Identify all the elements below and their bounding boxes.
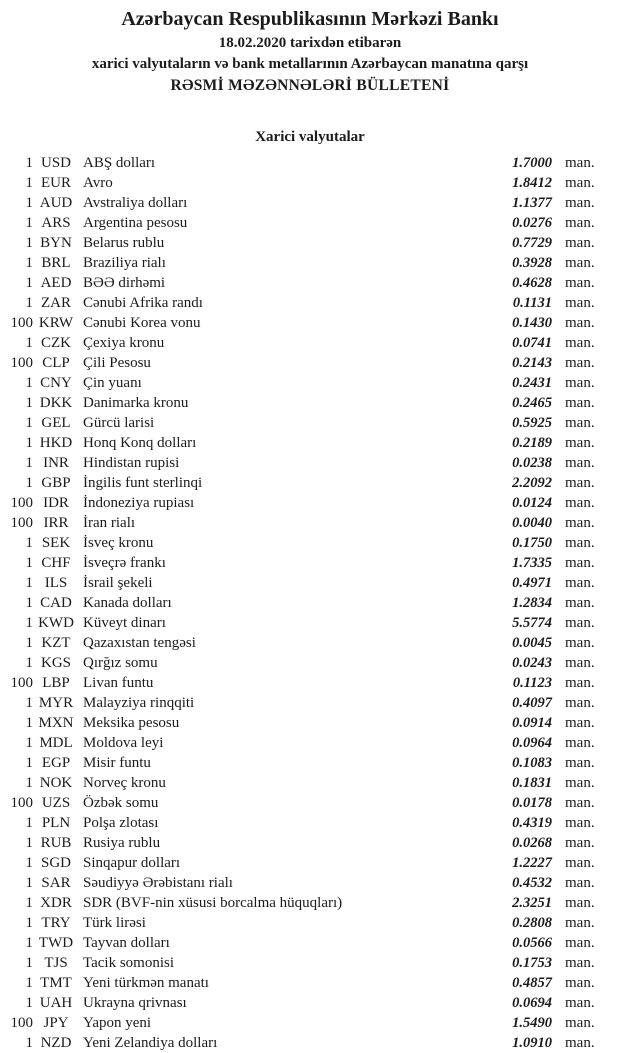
quantity-cell: 1 xyxy=(25,755,33,771)
unit-cell: man. xyxy=(565,295,595,311)
rate-cell: 0.0741 xyxy=(512,335,552,351)
rate-cell: 0.2465 xyxy=(512,395,552,411)
table-row xyxy=(0,293,620,313)
currency-code-cell: TRY xyxy=(41,915,71,931)
currency-name-cell: Hindistan rupisi xyxy=(83,455,180,471)
quantity-cell: 100 xyxy=(10,675,33,691)
currency-code-cell: LBP xyxy=(42,675,70,691)
unit-cell: man. xyxy=(565,655,595,671)
table-row xyxy=(0,493,620,513)
currency-code-cell: TJS xyxy=(44,955,68,971)
quantity-cell: 1 xyxy=(25,835,33,851)
quantity-cell: 100 xyxy=(10,355,33,371)
table-row xyxy=(0,333,620,353)
unit-cell: man. xyxy=(565,855,595,871)
currency-code-cell: RUB xyxy=(40,835,72,851)
currency-code-cell: KZT xyxy=(41,635,71,651)
rate-cell: 0.4532 xyxy=(512,875,552,891)
currency-code-cell: KRW xyxy=(38,315,74,331)
currency-name-cell: Argentina pesosu xyxy=(83,215,188,231)
quantity-cell: 1 xyxy=(25,815,33,831)
table-row xyxy=(0,773,620,793)
currency-name-cell: İndoneziya rupiası xyxy=(83,495,195,511)
currency-code-cell: EGP xyxy=(41,755,71,771)
rate-cell: 0.1123 xyxy=(512,675,552,691)
currency-code-cell: JPY xyxy=(43,1015,69,1031)
unit-cell: man. xyxy=(565,835,595,851)
currency-name-cell: SDR (BVF-nin xüsusi borcalma hüquqları) xyxy=(83,895,343,911)
effective-date-line: 18.02.2020 tarixdən etibarən xyxy=(218,35,402,51)
quantity-cell: 1 xyxy=(25,615,33,631)
table-row xyxy=(0,973,620,993)
rate-cell: 0.2808 xyxy=(512,915,552,931)
rates-table xyxy=(0,153,620,1053)
currency-code-cell: MDL xyxy=(39,735,73,751)
unit-cell: man. xyxy=(565,875,595,891)
rate-cell: 5.5774 xyxy=(512,615,552,631)
table-row xyxy=(0,173,620,193)
currency-code-cell: HKD xyxy=(39,435,73,451)
unit-cell: man. xyxy=(565,715,595,731)
bulletin-subtitle: xarici valyutaların və bank metallarının Azərbaycan manatına qarşı xyxy=(91,56,529,72)
quantity-cell: 1 xyxy=(25,875,33,891)
currency-name-cell: BƏƏ dirhəmi xyxy=(83,275,166,291)
currency-code-cell: TWD xyxy=(38,935,74,951)
currency-name-cell: Misir funtu xyxy=(83,755,151,771)
quantity-cell: 1 xyxy=(25,235,33,251)
currency-name-cell: Gürcü larisi xyxy=(83,415,155,431)
table-row xyxy=(0,993,620,1013)
currency-name-cell: Çili Pesosu xyxy=(83,355,151,371)
quantity-cell: 1 xyxy=(25,775,33,791)
currency-name-cell: Özbək somu xyxy=(83,795,159,811)
currency-code-cell: KGS xyxy=(40,655,71,671)
table-row xyxy=(0,473,620,493)
currency-name-cell: Qazaxıstan tengəsi xyxy=(83,635,196,651)
unit-cell: man. xyxy=(565,475,595,491)
table-row xyxy=(0,873,620,893)
currency-code-cell: SAR xyxy=(41,875,71,891)
currency-name-cell: Norveç kronu xyxy=(83,775,166,791)
rate-cell: 0.2189 xyxy=(512,435,552,451)
unit-cell: man. xyxy=(565,1035,595,1051)
unit-cell: man. xyxy=(565,575,595,591)
rate-cell: 1.7000 xyxy=(512,155,552,171)
currency-name-cell: İngilis funt sterlinqi xyxy=(83,475,203,491)
rate-cell: 1.8412 xyxy=(512,175,552,191)
unit-cell: man. xyxy=(565,675,595,691)
table-row xyxy=(0,653,620,673)
quantity-cell: 1 xyxy=(25,555,33,571)
unit-cell: man. xyxy=(565,915,595,931)
quantity-cell: 1 xyxy=(25,895,33,911)
currency-code-cell: UZS xyxy=(41,795,71,811)
quantity-cell: 1 xyxy=(25,195,33,211)
rate-cell: 0.1083 xyxy=(512,755,552,771)
bulletin-name: RƏSMİ MƏZƏNNƏLƏRİ BÜLLETENİ xyxy=(170,77,450,94)
unit-cell: man. xyxy=(565,255,595,271)
unit-cell: man. xyxy=(565,755,595,771)
currency-name-cell: Çexiya kronu xyxy=(83,335,165,351)
table-row xyxy=(0,1013,620,1033)
unit-cell: man. xyxy=(565,315,595,331)
quantity-cell: 1 xyxy=(25,175,33,191)
quantity-cell: 1 xyxy=(25,595,33,611)
rate-cell: 0.4857 xyxy=(512,975,552,991)
unit-cell: man. xyxy=(565,195,595,211)
unit-cell: man. xyxy=(565,215,595,231)
currency-name-cell: Polşa zlotası xyxy=(83,815,159,831)
quantity-cell: 1 xyxy=(25,735,33,751)
currency-name-cell: Malayziya rinqqiti xyxy=(83,695,195,711)
quantity-cell: 1 xyxy=(25,155,33,171)
table-row xyxy=(0,213,620,233)
table-row xyxy=(0,833,620,853)
currency-code-cell: UAH xyxy=(39,995,73,1011)
currency-name-cell: Çin yuanı xyxy=(83,375,142,391)
quantity-cell: 100 xyxy=(10,1015,33,1031)
currency-code-cell: GBP xyxy=(41,475,71,491)
rate-cell: 1.1377 xyxy=(512,195,552,211)
currency-name-cell: Cənubi Afrika randı xyxy=(83,295,203,311)
currency-code-cell: TMT xyxy=(40,975,72,991)
table-row xyxy=(0,313,620,333)
currency-name-cell: İsveçrə frankı xyxy=(83,555,166,571)
quantity-cell: 1 xyxy=(25,995,33,1011)
currency-code-cell: SEK xyxy=(41,535,71,551)
currency-code-cell: USD xyxy=(40,155,71,171)
quantity-cell: 1 xyxy=(25,715,33,731)
quantity-cell: 1 xyxy=(25,935,33,951)
table-row xyxy=(0,253,620,273)
rate-cell: 0.0914 xyxy=(512,715,552,731)
table-row xyxy=(0,753,620,773)
unit-cell: man. xyxy=(565,395,595,411)
currency-code-cell: MXN xyxy=(38,715,74,731)
table-row xyxy=(0,793,620,813)
quantity-cell: 100 xyxy=(10,515,33,531)
unit-cell: man. xyxy=(565,555,595,571)
quantity-cell: 1 xyxy=(25,695,33,711)
quantity-cell: 1 xyxy=(25,375,33,391)
currency-code-cell: IRR xyxy=(43,515,69,531)
currency-name-cell: Tacik somonisi xyxy=(83,955,175,971)
currency-code-cell: AUD xyxy=(39,195,73,211)
quantity-cell: 1 xyxy=(25,295,33,311)
currency-code-cell: DKK xyxy=(39,395,73,411)
table-row xyxy=(0,373,620,393)
rate-cell: 0.0238 xyxy=(512,455,552,471)
currency-name-cell: Yeni Zelandiya dolları xyxy=(83,1035,218,1051)
currency-name-cell: Meksika pesosu xyxy=(83,715,180,731)
currency-code-cell: CAD xyxy=(40,595,72,611)
currency-code-cell: CHF xyxy=(41,555,71,571)
table-row xyxy=(0,533,620,553)
currency-code-cell: AED xyxy=(40,275,72,291)
currency-name-cell: Tayvan dolları xyxy=(83,935,170,951)
currency-name-cell: Moldova leyi xyxy=(83,735,164,751)
section-title-foreign-currencies: Xarici valyutalar xyxy=(255,129,365,145)
rate-cell: 0.4971 xyxy=(512,575,552,591)
bank-title: Azərbaycan Respublikasının Mərkəzi Bankı xyxy=(121,8,499,30)
table-row xyxy=(0,633,620,653)
quantity-cell: 1 xyxy=(25,635,33,651)
table-row xyxy=(0,193,620,213)
quantity-cell: 1 xyxy=(25,575,33,591)
rate-cell: 1.5490 xyxy=(512,1015,552,1031)
table-row xyxy=(0,413,620,433)
quantity-cell: 1 xyxy=(25,415,33,431)
unit-cell: man. xyxy=(565,1015,595,1031)
quantity-cell: 100 xyxy=(10,315,33,331)
table-row xyxy=(0,393,620,413)
table-row xyxy=(0,233,620,253)
quantity-cell: 1 xyxy=(25,655,33,671)
unit-cell: man. xyxy=(565,355,595,371)
currency-name-cell: Küveyt dinarı xyxy=(83,615,166,631)
table-row xyxy=(0,353,620,373)
currency-name-cell: Braziliya rialı xyxy=(83,255,166,271)
currency-code-cell: EUR xyxy=(41,175,71,191)
quantity-cell: 1 xyxy=(25,855,33,871)
currency-name-cell: Avro xyxy=(83,175,113,191)
unit-cell: man. xyxy=(565,955,595,971)
unit-cell: man. xyxy=(565,815,595,831)
unit-cell: man. xyxy=(565,735,595,751)
unit-cell: man. xyxy=(565,935,595,951)
currency-code-cell: XDR xyxy=(40,895,72,911)
unit-cell: man. xyxy=(565,615,595,631)
unit-cell: man. xyxy=(565,275,595,291)
currency-name-cell: Qırğız somu xyxy=(83,655,158,671)
rate-cell: 2.3251 xyxy=(512,895,552,911)
rate-cell: 0.1131 xyxy=(512,295,552,311)
quantity-cell: 100 xyxy=(10,495,33,511)
rate-cell: 0.0964 xyxy=(512,735,552,751)
rate-cell: 0.0276 xyxy=(512,215,552,231)
currency-name-cell: Kanada dolları xyxy=(83,595,172,611)
quantity-cell: 1 xyxy=(25,1035,33,1051)
table-row xyxy=(0,853,620,873)
table-row xyxy=(0,893,620,913)
currency-name-cell: Sinqapur dolları xyxy=(83,855,181,871)
rate-cell: 0.1831 xyxy=(512,775,552,791)
quantity-cell: 1 xyxy=(25,955,33,971)
table-row xyxy=(0,713,620,733)
currency-name-cell: Yeni türkmən manatı xyxy=(83,975,209,991)
rate-cell: 0.0178 xyxy=(512,795,552,811)
unit-cell: man. xyxy=(565,995,595,1011)
rate-cell: 0.4628 xyxy=(512,275,552,291)
unit-cell: man. xyxy=(565,435,595,451)
currency-name-cell: Ukrayna qrivnası xyxy=(83,995,187,1011)
currency-name-cell: Livan funtu xyxy=(83,675,154,691)
rate-cell: 0.4097 xyxy=(512,695,552,711)
unit-cell: man. xyxy=(565,415,595,431)
unit-cell: man. xyxy=(565,975,595,991)
table-row xyxy=(0,273,620,293)
unit-cell: man. xyxy=(565,515,595,531)
quantity-cell: 1 xyxy=(25,395,33,411)
table-row xyxy=(0,553,620,573)
rate-cell: 0.0045 xyxy=(512,635,552,651)
unit-cell: man. xyxy=(565,695,595,711)
quantity-cell: 1 xyxy=(25,535,33,551)
quantity-cell: 1 xyxy=(25,975,33,991)
rate-cell: 0.0243 xyxy=(512,655,552,671)
currency-code-cell: MYR xyxy=(38,695,74,711)
currency-code-cell: CNY xyxy=(40,375,72,391)
unit-cell: man. xyxy=(565,455,595,471)
quantity-cell: 1 xyxy=(25,455,33,471)
currency-code-cell: GEL xyxy=(41,415,71,431)
currency-name-cell: Honq Konq dolları xyxy=(83,435,197,451)
currency-code-cell: CLP xyxy=(42,355,70,371)
rate-cell: 0.1430 xyxy=(512,315,552,331)
quantity-cell: 1 xyxy=(25,275,33,291)
currency-code-cell: SGD xyxy=(40,855,71,871)
table-row xyxy=(0,913,620,933)
unit-cell: man. xyxy=(565,535,595,551)
currency-code-cell: INR xyxy=(43,455,69,471)
table-row xyxy=(0,613,620,633)
table-row xyxy=(0,593,620,613)
table-row xyxy=(0,573,620,593)
table-row xyxy=(0,153,620,173)
currency-name-cell: Belarus rublu xyxy=(83,235,165,251)
table-row xyxy=(0,453,620,473)
currency-code-cell: PLN xyxy=(41,815,71,831)
currency-name-cell: Danimarka kronu xyxy=(83,395,189,411)
rate-cell: 0.0566 xyxy=(512,935,552,951)
unit-cell: man. xyxy=(565,495,595,511)
table-row xyxy=(0,693,620,713)
rate-cell: 0.1753 xyxy=(512,955,552,971)
unit-cell: man. xyxy=(565,375,595,391)
quantity-cell: 100 xyxy=(10,795,33,811)
rate-cell: 0.1750 xyxy=(512,535,552,551)
unit-cell: man. xyxy=(565,335,595,351)
quantity-cell: 1 xyxy=(25,915,33,931)
currency-name-cell: İsrail şekeli xyxy=(83,575,153,591)
unit-cell: man. xyxy=(565,595,595,611)
rate-cell: 0.0268 xyxy=(512,835,552,851)
rate-cell: 0.7729 xyxy=(512,235,552,251)
currency-name-cell: Avstraliya dolları xyxy=(83,195,188,211)
rate-cell: 1.2227 xyxy=(512,855,552,871)
table-row xyxy=(0,433,620,453)
currency-code-cell: NZD xyxy=(40,1035,72,1051)
currency-name-cell: Yapon yeni xyxy=(83,1015,152,1031)
rate-cell: 0.0124 xyxy=(512,495,552,511)
quantity-cell: 1 xyxy=(25,215,33,231)
unit-cell: man. xyxy=(565,635,595,651)
rate-cell: 0.4319 xyxy=(512,815,552,831)
unit-cell: man. xyxy=(565,155,595,171)
table-row xyxy=(0,813,620,833)
unit-cell: man. xyxy=(565,895,595,911)
currency-code-cell: CZK xyxy=(41,335,71,351)
currency-code-cell: ZAR xyxy=(41,295,71,311)
table-row xyxy=(0,513,620,533)
bulletin-header xyxy=(0,0,620,96)
currency-name-cell: Səudiyyə Ərəbistanı rialı xyxy=(83,875,233,891)
rate-cell: 2.2092 xyxy=(512,475,552,491)
unit-cell: man. xyxy=(565,175,595,191)
unit-cell: man. xyxy=(565,795,595,811)
currency-name-cell: İsveç kronu xyxy=(83,535,154,551)
currency-code-cell: IDR xyxy=(43,495,69,511)
currency-code-cell: BRL xyxy=(41,255,71,271)
currency-code-cell: KWD xyxy=(38,615,74,631)
unit-cell: man. xyxy=(565,235,595,251)
currency-code-cell: NOK xyxy=(39,775,73,791)
rate-cell: 1.0910 xyxy=(512,1035,552,1051)
currency-name-cell: ABŞ dolları xyxy=(83,155,156,171)
currency-name-cell: Rusiya rublu xyxy=(83,835,161,851)
table-row xyxy=(0,933,620,953)
quantity-cell: 1 xyxy=(25,435,33,451)
currency-name-cell: İran rialı xyxy=(83,515,136,531)
rate-cell: 0.0694 xyxy=(512,995,552,1011)
rate-cell: 0.3928 xyxy=(512,255,552,271)
rate-cell: 0.5925 xyxy=(512,415,552,431)
rate-cell: 1.2834 xyxy=(512,595,552,611)
currency-code-cell: BYN xyxy=(40,235,72,251)
quantity-cell: 1 xyxy=(25,255,33,271)
rate-cell: 0.2431 xyxy=(512,375,552,391)
table-row xyxy=(0,733,620,753)
rate-cell: 1.7335 xyxy=(512,555,552,571)
unit-cell: man. xyxy=(565,775,595,791)
quantity-cell: 1 xyxy=(25,335,33,351)
table-row xyxy=(0,953,620,973)
rate-cell: 0.2143 xyxy=(512,355,552,371)
currency-name-cell: Türk lirəsi xyxy=(83,915,146,931)
table-row xyxy=(0,1033,620,1053)
quantity-cell: 1 xyxy=(25,475,33,491)
currency-code-cell: ILS xyxy=(44,575,68,591)
rate-cell: 0.0040 xyxy=(512,515,552,531)
currency-code-cell: ARS xyxy=(41,215,71,231)
currency-name-cell: Cənubi Korea vonu xyxy=(83,315,201,331)
table-row xyxy=(0,673,620,693)
